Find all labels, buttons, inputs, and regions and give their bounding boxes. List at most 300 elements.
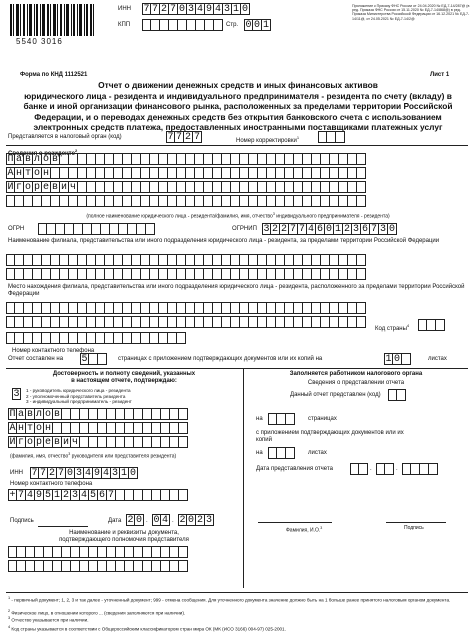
- char-cell[interactable]: [196, 19, 205, 31]
- char-cell[interactable]: [186, 167, 195, 179]
- char-cell[interactable]: [170, 436, 179, 448]
- char-cell[interactable]: [80, 408, 89, 420]
- char-cell[interactable]: [267, 195, 276, 207]
- char-cell[interactable]: [276, 268, 285, 280]
- char-cell[interactable]: [42, 302, 51, 314]
- char-cell[interactable]: [357, 316, 366, 328]
- resident-name-line-2[interactable]: [6, 167, 366, 179]
- officer-date-month[interactable]: [376, 463, 394, 475]
- char-cell[interactable]: 2: [271, 224, 278, 235]
- char-cell[interactable]: о: [44, 409, 51, 420]
- char-cell[interactable]: [240, 254, 249, 266]
- char-cell[interactable]: [60, 332, 69, 344]
- char-cell[interactable]: [222, 195, 231, 207]
- char-cell[interactable]: [116, 546, 125, 558]
- char-cell[interactable]: [267, 268, 276, 280]
- char-cell[interactable]: [312, 254, 321, 266]
- char-cell[interactable]: [186, 316, 195, 328]
- char-cell[interactable]: [51, 268, 60, 280]
- char-cell[interactable]: [357, 153, 366, 165]
- resident-phone-cells[interactable]: [6, 332, 186, 344]
- char-cell[interactable]: [33, 254, 42, 266]
- officer-signature-line[interactable]: [386, 522, 446, 523]
- char-cell[interactable]: о: [24, 182, 31, 193]
- char-cell[interactable]: [348, 195, 357, 207]
- char-cell[interactable]: [177, 268, 186, 280]
- char-cell[interactable]: [213, 302, 222, 314]
- char-cell[interactable]: [141, 195, 150, 207]
- char-cell[interactable]: [348, 268, 357, 280]
- char-cell[interactable]: [51, 332, 60, 344]
- char-cell[interactable]: [98, 422, 107, 434]
- char-cell[interactable]: [388, 389, 397, 401]
- char-cell[interactable]: [339, 181, 348, 193]
- char-cell[interactable]: [105, 181, 114, 193]
- char-cell[interactable]: [116, 560, 125, 572]
- char-cell[interactable]: [321, 302, 330, 314]
- char-cell[interactable]: [321, 167, 330, 179]
- ogrnip-cells[interactable]: [262, 223, 397, 235]
- char-cell[interactable]: [161, 489, 170, 501]
- resident-name-line-1[interactable]: [6, 153, 366, 165]
- char-cell[interactable]: 3: [223, 4, 230, 15]
- char-cell[interactable]: [231, 195, 240, 207]
- char-cell[interactable]: [87, 254, 96, 266]
- char-cell[interactable]: [204, 316, 213, 328]
- char-cell[interactable]: е: [42, 182, 49, 193]
- char-cell[interactable]: [123, 302, 132, 314]
- char-cell[interactable]: [69, 316, 78, 328]
- char-cell[interactable]: [42, 332, 51, 344]
- char-cell[interactable]: 6: [361, 224, 368, 235]
- char-cell[interactable]: [312, 181, 321, 193]
- char-cell[interactable]: [107, 422, 116, 434]
- char-cell[interactable]: [150, 153, 159, 165]
- char-cell[interactable]: [60, 195, 69, 207]
- char-cell[interactable]: [195, 302, 204, 314]
- char-cell[interactable]: [179, 489, 188, 501]
- char-cell[interactable]: [78, 254, 87, 266]
- char-cell[interactable]: [249, 181, 258, 193]
- char-cell[interactable]: [240, 181, 249, 193]
- char-cell[interactable]: [105, 195, 114, 207]
- char-cell[interactable]: [96, 195, 105, 207]
- char-cell[interactable]: [96, 181, 105, 193]
- char-cell[interactable]: 5: [44, 490, 51, 501]
- char-cell[interactable]: [231, 167, 240, 179]
- char-cell[interactable]: А: [9, 423, 16, 434]
- char-cell[interactable]: [96, 332, 105, 344]
- date-month-cells[interactable]: [152, 514, 170, 526]
- char-cell[interactable]: [143, 408, 152, 420]
- char-cell[interactable]: н: [42, 168, 49, 179]
- char-cell[interactable]: [62, 422, 71, 434]
- char-cell[interactable]: [42, 195, 51, 207]
- char-cell[interactable]: [89, 408, 98, 420]
- char-cell[interactable]: [168, 254, 177, 266]
- char-cell[interactable]: [132, 153, 141, 165]
- char-cell[interactable]: [303, 153, 312, 165]
- char-cell[interactable]: [294, 181, 303, 193]
- char-cell[interactable]: г: [15, 182, 22, 193]
- char-cell[interactable]: [321, 316, 330, 328]
- char-cell[interactable]: 7: [31, 468, 38, 479]
- char-cell[interactable]: [83, 223, 92, 235]
- char-cell[interactable]: [17, 560, 26, 572]
- char-cell[interactable]: [177, 167, 186, 179]
- char-cell[interactable]: [33, 316, 42, 328]
- char-cell[interactable]: [330, 302, 339, 314]
- char-cell[interactable]: [159, 153, 168, 165]
- char-cell[interactable]: [132, 268, 141, 280]
- char-cell[interactable]: [69, 254, 78, 266]
- char-cell[interactable]: [321, 153, 330, 165]
- char-cell[interactable]: 5: [89, 490, 96, 501]
- char-cell[interactable]: [204, 181, 213, 193]
- char-cell[interactable]: [231, 181, 240, 193]
- char-cell[interactable]: [161, 546, 170, 558]
- char-cell[interactable]: [267, 153, 276, 165]
- char-cell[interactable]: [285, 302, 294, 314]
- char-cell[interactable]: 2: [127, 515, 134, 526]
- char-cell[interactable]: [78, 195, 87, 207]
- char-cell[interactable]: 3: [13, 389, 20, 400]
- resident-name-line-3[interactable]: [6, 181, 366, 193]
- char-cell[interactable]: [132, 254, 141, 266]
- char-cell[interactable]: [71, 546, 80, 558]
- char-cell[interactable]: ч: [69, 182, 76, 193]
- char-cell[interactable]: [150, 254, 159, 266]
- char-cell[interactable]: а: [15, 154, 22, 165]
- char-cell[interactable]: [114, 332, 123, 344]
- char-cell[interactable]: [132, 302, 141, 314]
- char-cell[interactable]: [161, 408, 170, 420]
- char-cell[interactable]: 2: [280, 224, 287, 235]
- char-cell[interactable]: 7: [289, 224, 296, 235]
- char-cell[interactable]: [186, 195, 195, 207]
- char-cell[interactable]: 1: [53, 490, 60, 501]
- char-cell[interactable]: [267, 316, 276, 328]
- char-cell[interactable]: 3: [71, 490, 78, 501]
- char-cell[interactable]: [159, 195, 168, 207]
- char-cell[interactable]: [303, 302, 312, 314]
- char-cell[interactable]: [177, 195, 186, 207]
- char-cell[interactable]: р: [33, 182, 40, 193]
- char-cell[interactable]: [168, 332, 177, 344]
- char-cell[interactable]: [231, 316, 240, 328]
- char-cell[interactable]: [321, 181, 330, 193]
- char-cell[interactable]: [152, 408, 161, 420]
- char-cell[interactable]: т: [24, 168, 31, 179]
- char-cell[interactable]: [80, 546, 89, 558]
- char-cell[interactable]: [60, 167, 69, 179]
- char-cell[interactable]: [134, 546, 143, 558]
- branch-location-line-1[interactable]: [6, 302, 366, 314]
- char-cell[interactable]: [87, 268, 96, 280]
- char-cell[interactable]: л: [35, 409, 42, 420]
- char-cell[interactable]: [312, 268, 321, 280]
- char-cell[interactable]: [339, 268, 348, 280]
- char-cell[interactable]: [170, 422, 179, 434]
- char-cell[interactable]: [402, 463, 411, 475]
- char-cell[interactable]: [15, 332, 24, 344]
- char-cell[interactable]: [44, 560, 53, 572]
- char-cell[interactable]: [240, 316, 249, 328]
- char-cell[interactable]: [267, 167, 276, 179]
- char-cell[interactable]: [436, 319, 445, 331]
- char-cell[interactable]: [107, 560, 116, 572]
- branch-name-line-1[interactable]: [6, 254, 366, 266]
- char-cell[interactable]: [249, 254, 258, 266]
- char-cell[interactable]: [6, 332, 15, 344]
- char-cell[interactable]: [170, 408, 179, 420]
- char-cell[interactable]: о: [42, 154, 49, 165]
- char-cell[interactable]: [195, 316, 204, 328]
- correction-number-cells[interactable]: [318, 131, 345, 143]
- pages-cells[interactable]: [80, 353, 107, 365]
- char-cell[interactable]: [98, 546, 107, 558]
- doc-line-2[interactable]: [8, 560, 188, 572]
- char-cell[interactable]: [60, 268, 69, 280]
- char-cell[interactable]: о: [26, 437, 33, 448]
- char-cell[interactable]: н: [17, 423, 24, 434]
- char-cell[interactable]: [312, 153, 321, 165]
- char-cell[interactable]: [98, 436, 107, 448]
- char-cell[interactable]: [286, 447, 295, 459]
- char-cell[interactable]: [294, 268, 303, 280]
- char-cell[interactable]: [339, 302, 348, 314]
- char-cell[interactable]: [80, 560, 89, 572]
- char-cell[interactable]: [26, 560, 35, 572]
- char-cell[interactable]: 0: [129, 468, 136, 479]
- char-cell[interactable]: [285, 181, 294, 193]
- char-cell[interactable]: [96, 153, 105, 165]
- char-cell[interactable]: [249, 153, 258, 165]
- doc-line-1[interactable]: [8, 546, 188, 558]
- char-cell[interactable]: [312, 195, 321, 207]
- char-cell[interactable]: [69, 167, 78, 179]
- char-cell[interactable]: 0: [135, 515, 142, 526]
- char-cell[interactable]: [26, 546, 35, 558]
- char-cell[interactable]: [249, 316, 258, 328]
- char-cell[interactable]: [6, 316, 15, 328]
- char-cell[interactable]: [321, 268, 330, 280]
- char-cell[interactable]: [87, 167, 96, 179]
- char-cell[interactable]: 0: [241, 4, 248, 15]
- char-cell[interactable]: [222, 316, 231, 328]
- char-cell[interactable]: 6: [98, 490, 105, 501]
- char-cell[interactable]: [285, 167, 294, 179]
- char-cell[interactable]: [222, 181, 231, 193]
- char-cell[interactable]: 1: [334, 224, 341, 235]
- char-cell[interactable]: [195, 181, 204, 193]
- char-cell[interactable]: 3: [263, 224, 270, 235]
- char-cell[interactable]: в: [26, 409, 33, 420]
- char-cell[interactable]: [143, 422, 152, 434]
- char-cell[interactable]: [312, 302, 321, 314]
- char-cell[interactable]: [105, 332, 114, 344]
- char-cell[interactable]: [8, 560, 17, 572]
- char-cell[interactable]: [276, 195, 285, 207]
- char-cell[interactable]: [267, 302, 276, 314]
- char-cell[interactable]: [89, 560, 98, 572]
- char-cell[interactable]: [330, 254, 339, 266]
- confirm-name-line-1[interactable]: [8, 408, 188, 420]
- char-cell[interactable]: [123, 316, 132, 328]
- char-cell[interactable]: [89, 422, 98, 434]
- char-cell[interactable]: [116, 489, 125, 501]
- char-cell[interactable]: [294, 302, 303, 314]
- char-cell[interactable]: [222, 254, 231, 266]
- char-cell[interactable]: [159, 268, 168, 280]
- char-cell[interactable]: [411, 463, 420, 475]
- char-cell[interactable]: [177, 153, 186, 165]
- char-cell[interactable]: [80, 422, 89, 434]
- char-cell[interactable]: [141, 316, 150, 328]
- char-cell[interactable]: [78, 268, 87, 280]
- char-cell[interactable]: 3: [205, 515, 212, 526]
- char-cell[interactable]: [159, 167, 168, 179]
- char-cell[interactable]: [47, 223, 56, 235]
- char-cell[interactable]: р: [35, 437, 42, 448]
- char-cell[interactable]: [141, 254, 150, 266]
- char-cell[interactable]: [276, 167, 285, 179]
- char-cell[interactable]: [294, 167, 303, 179]
- char-cell[interactable]: [107, 546, 116, 558]
- char-cell[interactable]: т: [26, 423, 33, 434]
- char-cell[interactable]: [177, 181, 186, 193]
- char-cell[interactable]: [143, 546, 152, 558]
- char-cell[interactable]: [168, 167, 177, 179]
- char-cell[interactable]: [339, 195, 348, 207]
- char-cell[interactable]: [258, 167, 267, 179]
- char-cell[interactable]: [141, 167, 150, 179]
- char-cell[interactable]: [285, 268, 294, 280]
- char-cell[interactable]: [204, 153, 213, 165]
- char-cell[interactable]: [303, 316, 312, 328]
- page-number-cells[interactable]: [244, 19, 271, 31]
- char-cell[interactable]: [51, 316, 60, 328]
- char-cell[interactable]: [114, 268, 123, 280]
- char-cell[interactable]: а: [17, 409, 24, 420]
- char-cell[interactable]: [240, 302, 249, 314]
- char-cell[interactable]: [114, 153, 123, 165]
- char-cell[interactable]: [231, 302, 240, 314]
- char-cell[interactable]: 0: [245, 20, 252, 31]
- char-cell[interactable]: [249, 195, 258, 207]
- char-cell[interactable]: [312, 316, 321, 328]
- char-cell[interactable]: [231, 254, 240, 266]
- char-cell[interactable]: [420, 463, 429, 475]
- char-cell[interactable]: [267, 254, 276, 266]
- char-cell[interactable]: [195, 268, 204, 280]
- char-cell[interactable]: 4: [161, 515, 168, 526]
- char-cell[interactable]: 7: [175, 132, 182, 143]
- char-cell[interactable]: [159, 254, 168, 266]
- char-cell[interactable]: [69, 302, 78, 314]
- officer-date-year[interactable]: [402, 463, 438, 475]
- char-cell[interactable]: [143, 489, 152, 501]
- char-cell[interactable]: [397, 389, 406, 401]
- char-cell[interactable]: [137, 223, 146, 235]
- char-cell[interactable]: [222, 268, 231, 280]
- char-cell[interactable]: [96, 254, 105, 266]
- char-cell[interactable]: 1: [232, 4, 239, 15]
- char-cell[interactable]: [6, 268, 15, 280]
- char-cell[interactable]: [285, 153, 294, 165]
- char-cell[interactable]: [150, 181, 159, 193]
- char-cell[interactable]: [179, 546, 188, 558]
- char-cell[interactable]: [186, 302, 195, 314]
- char-cell[interactable]: [35, 560, 44, 572]
- char-cell[interactable]: о: [35, 423, 42, 434]
- header-inn-cells[interactable]: [142, 3, 250, 15]
- char-cell[interactable]: П: [7, 154, 14, 165]
- char-cell[interactable]: [186, 181, 195, 193]
- officer-pages-cells[interactable]: [268, 413, 295, 425]
- char-cell[interactable]: [402, 353, 411, 365]
- char-cell[interactable]: 4: [80, 490, 87, 501]
- char-cell[interactable]: [330, 316, 339, 328]
- char-cell[interactable]: [150, 316, 159, 328]
- char-cell[interactable]: 2: [160, 4, 167, 15]
- char-cell[interactable]: 1: [120, 468, 127, 479]
- char-cell[interactable]: 4: [26, 490, 33, 501]
- char-cell[interactable]: 6: [316, 224, 323, 235]
- char-cell[interactable]: [78, 316, 87, 328]
- confirm-phone-cells[interactable]: [8, 489, 188, 501]
- char-cell[interactable]: [277, 447, 286, 459]
- char-cell[interactable]: 2: [184, 132, 191, 143]
- char-cell[interactable]: [15, 195, 24, 207]
- char-cell[interactable]: [69, 268, 78, 280]
- char-cell[interactable]: [348, 167, 357, 179]
- char-cell[interactable]: [74, 223, 83, 235]
- char-cell[interactable]: в: [53, 437, 60, 448]
- char-cell[interactable]: [150, 195, 159, 207]
- char-cell[interactable]: [213, 181, 222, 193]
- header-kpp-cells[interactable]: [142, 19, 223, 31]
- char-cell[interactable]: [268, 447, 277, 459]
- signer-code-cell[interactable]: [12, 388, 21, 400]
- confirm-name-line-3[interactable]: [8, 436, 188, 448]
- char-cell[interactable]: 4: [307, 224, 314, 235]
- char-cell[interactable]: [51, 302, 60, 314]
- char-cell[interactable]: 4: [214, 4, 221, 15]
- char-cell[interactable]: в: [24, 154, 31, 165]
- char-cell[interactable]: [87, 332, 96, 344]
- char-cell[interactable]: [350, 463, 359, 475]
- char-cell[interactable]: [177, 316, 186, 328]
- confirm-signature-line[interactable]: [38, 526, 88, 527]
- char-cell[interactable]: [303, 268, 312, 280]
- char-cell[interactable]: [186, 268, 195, 280]
- char-cell[interactable]: [339, 153, 348, 165]
- char-cell[interactable]: ч: [71, 437, 78, 448]
- char-cell[interactable]: [258, 268, 267, 280]
- officer-fio-line[interactable]: [258, 522, 332, 523]
- char-cell[interactable]: [222, 153, 231, 165]
- char-cell[interactable]: [107, 436, 116, 448]
- char-cell[interactable]: А: [7, 168, 14, 179]
- char-cell[interactable]: и: [60, 182, 67, 193]
- char-cell[interactable]: [186, 153, 195, 165]
- char-cell[interactable]: [42, 316, 51, 328]
- char-cell[interactable]: [123, 167, 132, 179]
- char-cell[interactable]: 0: [178, 4, 185, 15]
- char-cell[interactable]: [132, 167, 141, 179]
- char-cell[interactable]: [179, 408, 188, 420]
